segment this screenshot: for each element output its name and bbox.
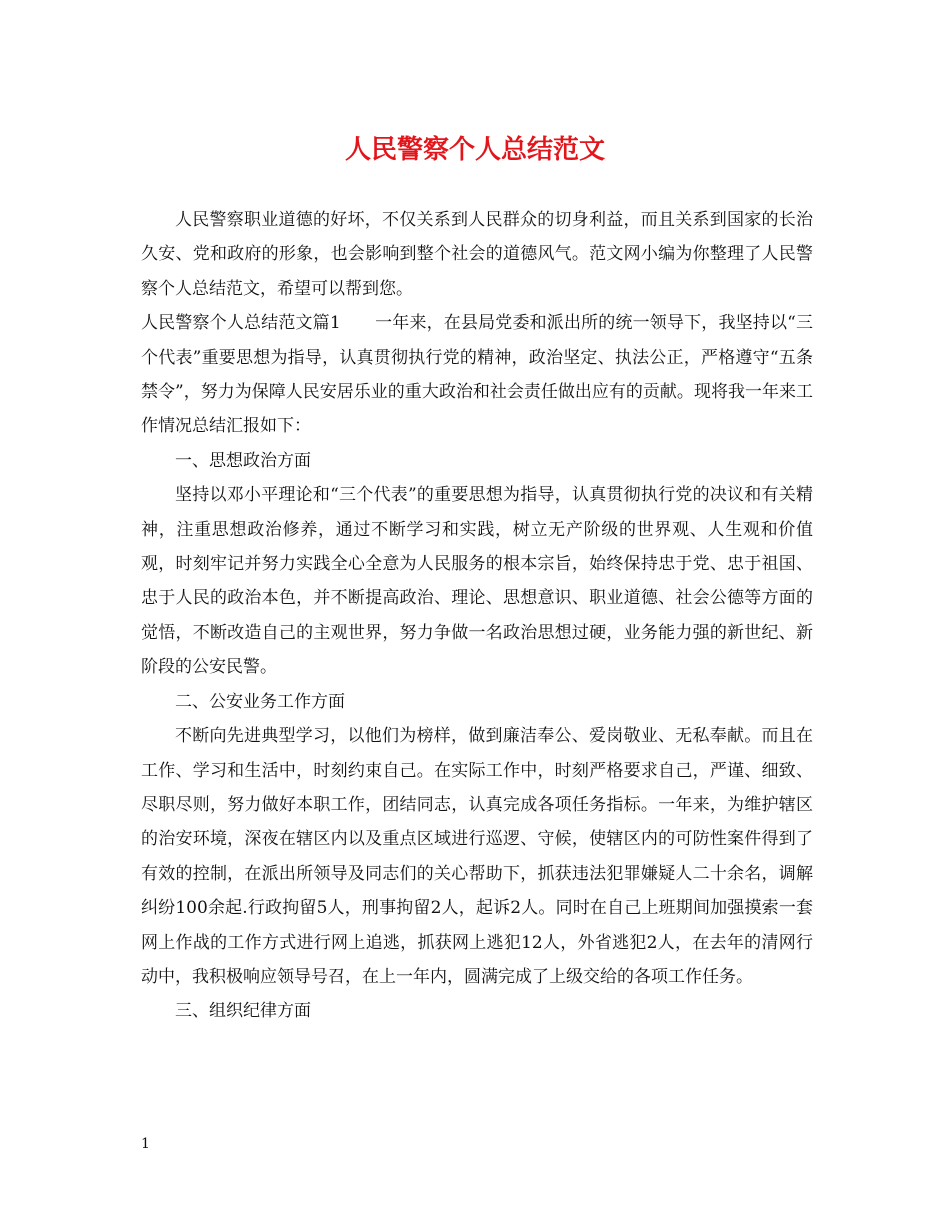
- intro-paragraph: 人民警察职业道德的好坏，不仅关系到人民群众的切身利益，而且关系到国家的长治久安、党和政府的形象，也会影响到整个社会的道德风气。范文网小编为你整理了人民警察个人总结范文，希望可以帮到您。: [141, 210, 813, 299]
- article-opening-paragraph: 人民警察个人总结范文篇1 一年来，在县局党委和派出所的统一领导下，我坚持以“三个代表”重要思想为指导，认真贯彻执行党的精神，政治坚定、执法公正，严格遵守“五条禁令”，努力为保障人民安居乐业的重大政治和社会责任做出应有的贡献。现将我一年来工作情况总结汇报如下：: [141, 313, 813, 437]
- section-heading-political: 一、思想政治方面: [175, 450, 311, 471]
- document-body: [141, 203, 813, 1029]
- section-heading-police-work: 二、公安业务工作方面: [175, 691, 345, 712]
- page-number: 1: [141, 1136, 150, 1152]
- political-paragraph: 坚持以邓小平理论和“三个代表”的重要思想为指导，认真贯彻执行党的决议和有关精神，注重思想政治修养，通过不断学习和实践，树立无产阶级的世界观、人生观和价值观，时刻牢记并努力实践全心全意为人民服务的根本宗旨，始终保持忠于党、忠于祖国、忠于人民的政治本色，并不断提高政治、理论、思想意识、职业道德、社会公德等方面的觉悟，不断改造自己的主观世界，努力争做一名政治思想过硬，业务能力强的新世纪、新阶段的公安民警。: [141, 485, 813, 678]
- page-title: 人民警察个人总结范文: [344, 135, 605, 165]
- police-work-paragraph: 不断向先进典型学习，以他们为榜样，做到廉洁奉公、爱岗敬业、无私奉献。而且在工作、学习和生活中，时刻约束自己。在实际工作中，时刻严格要求自己，严谨、细致、尽职尽则，努力做好本职工作，团结同志，认真完成各项任务指标。一年来，为维护辖区的治安环境，深夜在辖区内以及重点区域进行巡逻、守候，使辖区内的可防性案件得到了有效的控制，在派出所领导及同志们的关心帮助下，抓获违法犯罪嫌疑人二十余名，调解纠纷100余起.行政拘留5人，刑事拘留2人，起诉2人。同时在自己上班期间加强摸索一套网上作战的工作方式进行网上追逃，抓获网上逃犯12人，外省逃犯2人，在去年的清网行动中，我积极响应领导号召，在上一年内，圆满完成了上级交给的各项工作任务。: [141, 726, 813, 987]
- section-heading-discipline: 三、组织纪律方面: [175, 1001, 311, 1022]
